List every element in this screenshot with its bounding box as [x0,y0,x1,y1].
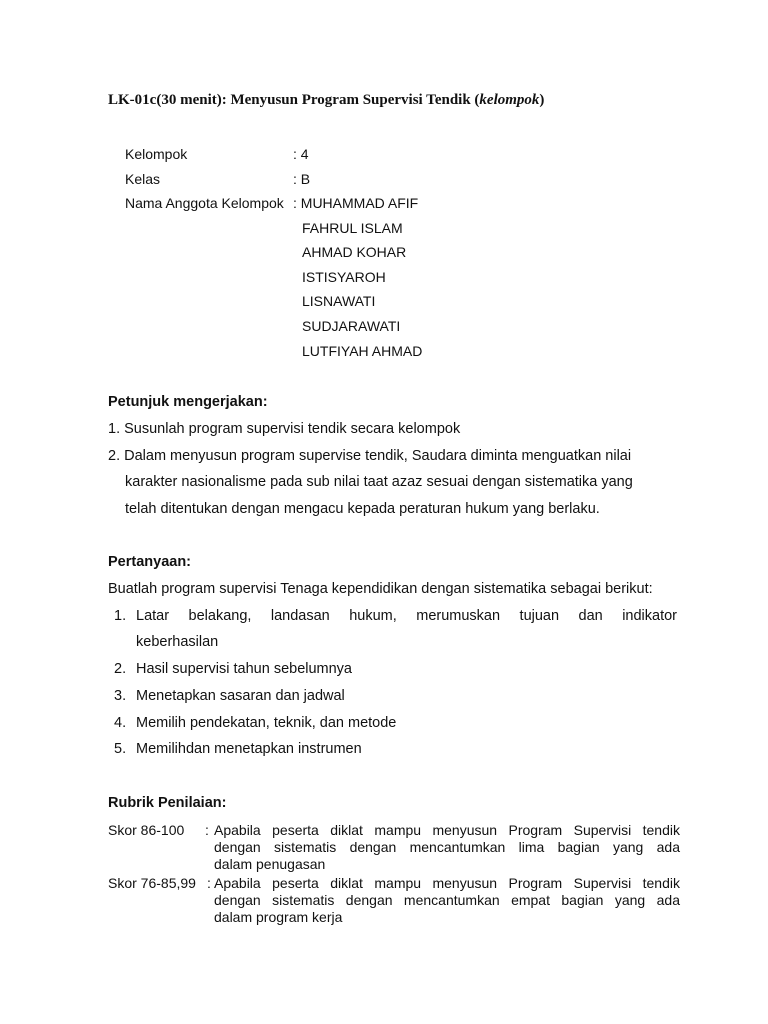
member-name: LISNAWATI [302,293,376,309]
petunjuk-item-2: 2. Dalam menyusun program supervise tendik, Saudara diminta menguatkan nilai [108,448,632,464]
petunjuk-item-1: 1. Susunlah program supervisi tendik secara kelompok [108,421,461,437]
rubric-score: Skor 76-85,99 [108,875,196,891]
rubric-score: Skor 86-100 [108,822,185,838]
list-item-number: 5. [114,741,127,757]
petunjuk-heading: Petunjuk mengerjakan: [108,394,268,410]
member-name: ISTISYAROH [302,269,386,285]
list-item-continuation: keberhasilan [136,634,219,650]
kelas-value: : B [293,171,311,187]
member-name: SUDJARAWATI [302,318,401,334]
pertanyaan-intro: Buatlah program supervisi Tenaga kependidikan dengan sistematika sebagai berikut: [108,581,653,597]
list-item: Hasil supervisi tahun sebelumnya [136,661,352,677]
member-name: AHMAD KOHAR [302,244,407,260]
title-italic: kelompok [479,92,540,108]
rubric-separator: : [207,875,211,891]
pertanyaan-heading: Pertanyaan: [108,554,192,570]
rubric-row [0,875,768,927]
rubric-description: Apabila peserta diklat mampu menyusun Program Supervisi tendik dengan sistematis dengan mencantumkan lima bagian yang ada dalam penugasan [214,822,680,872]
anggota-first: : MUHAMMAD AFIF [293,195,419,211]
petunjuk-item-2-line-2: karakter nasionalisme pada sub nilai taat azaz sesuai dengan sistematika yang [125,474,633,490]
kelas-label: Kelas [125,171,161,187]
member-name: LUTFIYAH AHMAD [302,343,423,359]
petunjuk-item-2-line-3: telah ditentukan dengan mengacu kepada peraturan hukum yang berlaku. [125,501,600,517]
kelompok-value: : 4 [293,146,309,162]
page-title: LK-01c(30 menit): Menyusun Program Supervisi Tendik (kelompok) [108,92,545,108]
list-item: Memilih pendekatan, teknik, dan metode [136,715,397,731]
list-item-number: 4. [114,715,127,731]
kelompok-label: Kelompok [125,146,188,162]
member-name: FAHRUL ISLAM [302,220,403,236]
rubric-separator: : [205,822,209,838]
list-item: Menetapkan sasaran dan jadwal [136,688,345,704]
list-item: Latar belakang, landasan hukum, merumuskan tujuan dan indikator [136,608,677,624]
list-item-number: 2. [114,661,127,677]
list-item: Memilihdan menetapkan instrumen [136,741,362,757]
rubrik-heading: Rubrik Penilaian: [108,795,227,811]
list-item-number: 1. [114,608,127,624]
rubric-description: Apabila peserta diklat mampu menyusun Program Supervisi tendik dengan sistematis dengan mencantumkan empat bagian yang ada dalam program kerja [214,875,680,925]
anggota-label: Nama Anggota Kelompok [125,195,284,211]
rubric-row [0,822,768,874]
list-item-number: 3. [114,688,127,704]
